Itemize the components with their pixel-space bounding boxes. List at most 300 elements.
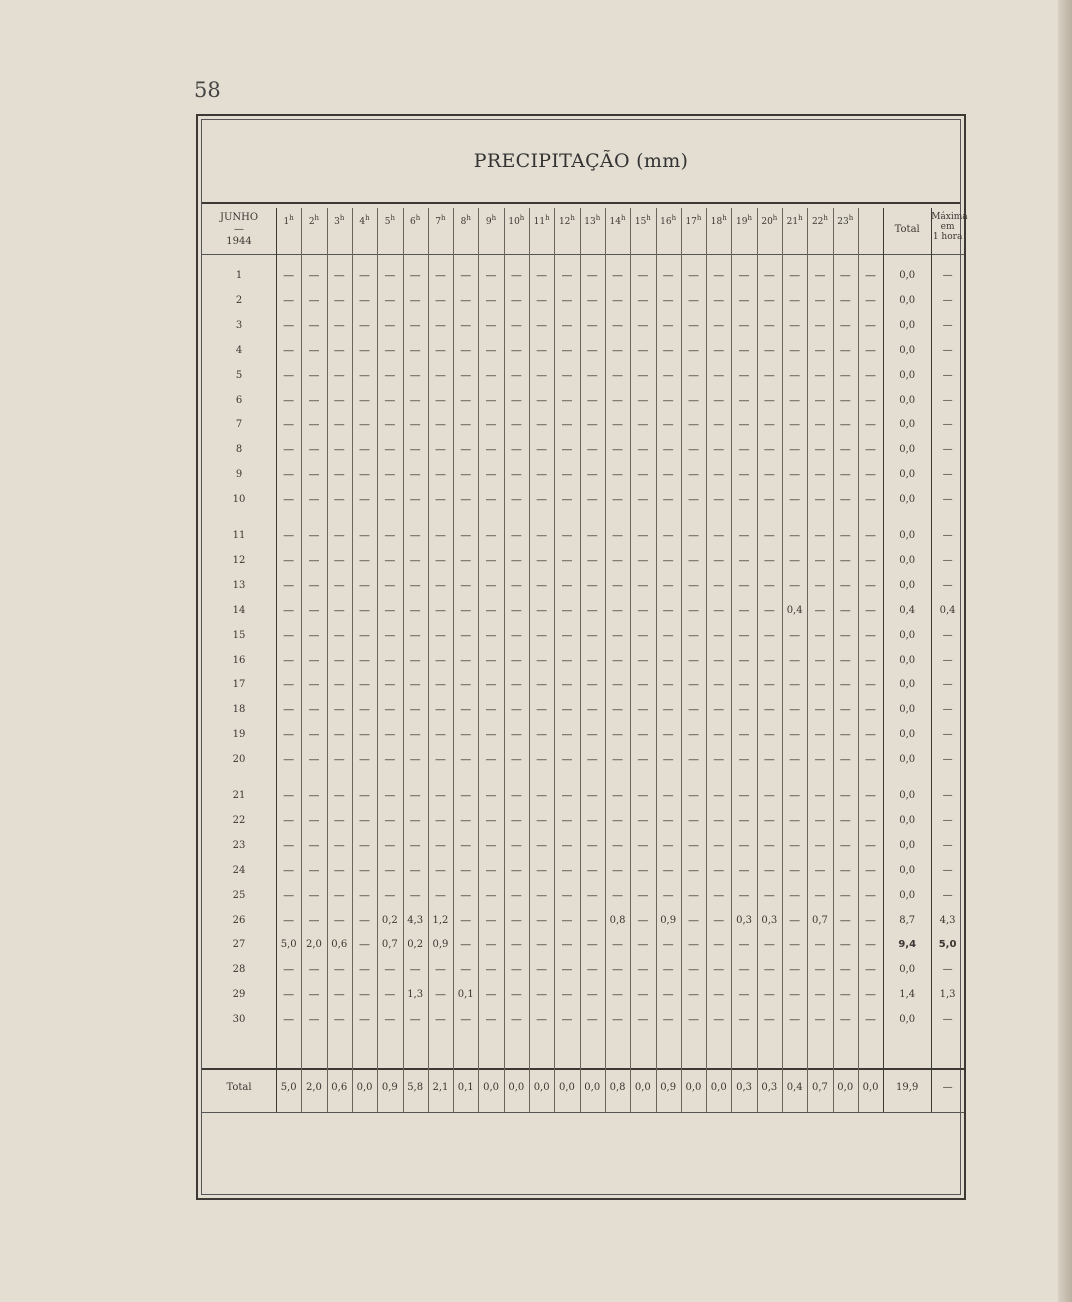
header-hour-number: 16 — [660, 217, 672, 227]
header-max-line3: 1 hora — [932, 232, 963, 242]
day-max: — — [942, 554, 953, 566]
hour-cell: — — [662, 393, 674, 407]
hour-cell: — — [409, 368, 421, 382]
hour-cell: — — [637, 963, 649, 977]
hour-cell: — — [460, 293, 472, 307]
hour-cell: — — [865, 753, 877, 767]
hour-cell: — — [359, 753, 371, 767]
hour-cell: — — [485, 368, 497, 382]
totals-rule-bottom — [202, 1112, 964, 1113]
hour-cell: — — [612, 393, 624, 407]
header-hour-number: 8 — [460, 217, 467, 227]
hour-cell: — — [460, 789, 472, 802]
hour-cell: — — [713, 988, 725, 1002]
hour-cell: — — [485, 728, 497, 742]
totals-rule-top — [202, 1068, 964, 1070]
header-total: Total — [894, 224, 920, 235]
column-divider — [529, 208, 530, 1112]
totals-hour-cell: 0,0 — [837, 1082, 854, 1093]
day-label: 11 — [232, 530, 246, 541]
hour-cell: 5,0 — [280, 939, 297, 951]
day-total: 0,0 — [899, 889, 916, 901]
hour-cell: — — [434, 653, 446, 667]
hour-cell: — — [485, 553, 497, 567]
hour-cell: — — [510, 728, 522, 742]
hour-cell: 0,6 — [331, 939, 348, 951]
hour-cell: — — [814, 493, 826, 507]
day-max: — — [942, 1014, 953, 1026]
hour-cell: — — [763, 988, 775, 1002]
hour-cell: — — [434, 703, 446, 717]
day-max: — — [942, 344, 953, 356]
column-divider — [428, 208, 429, 1112]
hour-cell: — — [510, 678, 522, 692]
day-total: 0,0 — [899, 270, 916, 281]
hour-cell: — — [789, 343, 801, 357]
totals-hour-cell: 0,3 — [761, 1082, 778, 1093]
hour-cell: — — [359, 493, 371, 507]
hour-cell: — — [561, 293, 573, 307]
header-hour-unit: h — [289, 214, 294, 222]
hour-cell: — — [460, 603, 472, 617]
hour-cell: — — [662, 578, 674, 592]
hour-cell: — — [283, 529, 295, 542]
hour-cell: — — [612, 603, 624, 617]
hour-cell: — — [839, 988, 851, 1002]
hour-cell: — — [359, 988, 371, 1002]
hour-cell: — — [561, 318, 573, 332]
hour-cell: — — [485, 913, 497, 927]
totals-hour-cell: 0,7 — [811, 1082, 828, 1093]
day-max: 4,3 — [939, 914, 956, 926]
hour-cell: — — [763, 443, 775, 457]
hour-cell: — — [738, 443, 750, 457]
hour-cell: — — [586, 343, 598, 357]
hour-cell: — — [586, 603, 598, 617]
header-hour-unit: h — [365, 214, 370, 222]
table-row — [202, 884, 964, 908]
hour-cell: — — [612, 1013, 624, 1027]
totals-hour-cell: 0,0 — [634, 1082, 651, 1093]
header-hour-number: 4 — [359, 217, 366, 227]
column-divider — [327, 208, 328, 1112]
hour-cell: — — [561, 343, 573, 357]
hour-cell: — — [865, 913, 877, 927]
hour-cell: — — [586, 838, 598, 852]
totals-hour-cell: 0,8 — [609, 1082, 626, 1093]
table-row — [202, 574, 964, 598]
table-row — [202, 1008, 964, 1032]
totals-label: Total — [226, 1082, 252, 1093]
hour-cell: 0,3 — [736, 914, 752, 926]
hour-cell: — — [713, 963, 725, 977]
hour-cell: — — [713, 938, 725, 952]
hour-cell: — — [434, 1013, 446, 1027]
hour-cell: — — [409, 813, 421, 827]
hour-cell: — — [662, 888, 674, 902]
hour-cell: — — [460, 628, 472, 642]
hour-cell: — — [434, 293, 446, 307]
header-hour-unit: h — [466, 214, 471, 222]
hour-cell: — — [738, 343, 750, 357]
hour-cell: — — [713, 578, 725, 592]
hour-cell: — — [865, 703, 877, 717]
hour-cell: — — [485, 678, 497, 692]
column-divider — [833, 208, 834, 1112]
totals-hour-cell: 0,0 — [356, 1082, 373, 1093]
hour-cell: — — [637, 529, 649, 542]
hour-cell: 0,9 — [660, 914, 677, 926]
hour-cell: — — [510, 988, 522, 1002]
day-total: 0,0 — [899, 704, 916, 716]
table-row — [202, 599, 964, 623]
hour-cell: — — [839, 368, 851, 382]
hour-cell: — — [333, 343, 345, 357]
hour-cell: — — [485, 838, 497, 852]
hour-cell: — — [409, 963, 421, 977]
hour-cell: — — [839, 628, 851, 642]
header-hour-number: 11 — [533, 217, 546, 227]
day-total: 1,4 — [899, 989, 916, 1001]
table-frame-inner — [201, 119, 968, 1195]
hour-cell: — — [738, 963, 750, 977]
hour-cell: — — [612, 888, 624, 902]
totals-hour-cell: 2,0 — [305, 1082, 322, 1093]
totals-hour-cell: 0,4 — [786, 1082, 803, 1093]
hour-cell: — — [865, 318, 877, 332]
hour-cell: — — [536, 603, 548, 617]
column-divider — [858, 208, 859, 1112]
hour-cell: — — [308, 703, 320, 717]
hour-cell: — — [359, 418, 371, 432]
hour-cell: — — [839, 1013, 851, 1027]
hour-cell: — — [510, 1013, 522, 1027]
column-divider — [276, 208, 277, 1112]
hour-cell: — — [586, 368, 598, 382]
totals-hour-cell: 0,6 — [331, 1082, 348, 1093]
hour-cell: — — [586, 813, 598, 827]
header-month-cell — [202, 212, 276, 258]
column-divider — [807, 208, 808, 1112]
hour-cell: — — [687, 678, 699, 692]
header-rule — [202, 254, 964, 255]
hour-cell: — — [763, 529, 775, 542]
hour-cell: — — [359, 913, 371, 927]
hour-cell: — — [434, 269, 446, 282]
hour-cell: — — [536, 293, 548, 307]
hour-cell: — — [763, 703, 775, 717]
hour-cell: — — [384, 603, 396, 617]
hour-cell: — — [510, 269, 522, 282]
hour-cell: 0,2 — [381, 914, 398, 926]
day-label: 17 — [232, 679, 246, 691]
hour-cell: — — [283, 293, 295, 307]
hour-cell: — — [738, 789, 750, 802]
hour-cell: — — [789, 813, 801, 827]
hour-cell: — — [283, 343, 295, 357]
hour-cell: — — [434, 988, 446, 1002]
day-label: 24 — [232, 864, 246, 876]
hour-cell: — — [485, 493, 497, 507]
hour-cell: — — [308, 653, 320, 667]
hour-cell: — — [283, 493, 295, 507]
hour-cell: — — [308, 269, 320, 282]
hour-cell: — — [409, 393, 421, 407]
hour-cell: — — [460, 468, 472, 482]
hour-cell: — — [434, 578, 446, 592]
hour-cell: — — [687, 343, 699, 357]
hour-cell: — — [384, 678, 396, 692]
hour-cell: — — [687, 603, 699, 617]
hour-cell: — — [789, 789, 801, 802]
hour-cell: — — [738, 863, 750, 877]
hour-cell: — — [536, 863, 548, 877]
hour-cell: — — [485, 888, 497, 902]
table-row — [202, 289, 964, 313]
hour-cell: — — [434, 443, 446, 457]
hour-cell: — — [839, 678, 851, 692]
day-total: 0,0 — [899, 729, 916, 741]
totals-hour-cell: 0,0 — [483, 1082, 499, 1093]
day-total: 0,0 — [899, 530, 916, 541]
hour-cell: — — [586, 653, 598, 667]
hour-cell: — — [839, 753, 851, 767]
hour-cell: — — [359, 653, 371, 667]
hour-cell: — — [662, 728, 674, 742]
hour-cell: — — [359, 1013, 371, 1027]
day-total: 0,0 — [899, 369, 916, 381]
table-row — [202, 673, 964, 697]
hour-cell: — — [612, 318, 624, 332]
hour-cell: — — [434, 343, 446, 357]
hour-cell: — — [662, 988, 674, 1002]
hour-cell: — — [536, 988, 548, 1002]
hour-cell: — — [460, 728, 472, 742]
hour-cell: — — [637, 988, 649, 1002]
hour-cell: — — [612, 753, 624, 767]
hour-cell: — — [510, 603, 522, 617]
hour-cell: — — [637, 443, 649, 457]
day-max: — — [942, 270, 953, 281]
hour-cell: — — [460, 703, 472, 717]
hour-cell: — — [687, 888, 699, 902]
hour-cell: — — [333, 418, 345, 432]
hour-cell: — — [510, 789, 522, 802]
hour-cell: — — [409, 578, 421, 592]
day-total: 0,0 — [899, 1014, 916, 1026]
hour-cell: — — [359, 728, 371, 742]
hour-cell: — — [637, 678, 649, 692]
header-hour-unit: h — [646, 214, 651, 222]
hour-cell: — — [612, 789, 624, 802]
hour-cell: — — [865, 863, 877, 877]
header-hour-number: 18 — [710, 217, 723, 227]
hour-cell: — — [839, 393, 851, 407]
hour-cell: — — [662, 603, 674, 617]
hour-cell: — — [485, 443, 497, 457]
day-total: 0,0 — [899, 679, 916, 691]
hour-cell: — — [434, 838, 446, 852]
hour-cell: — — [839, 789, 851, 802]
hour-cell: — — [485, 318, 497, 332]
hour-cell: — — [359, 293, 371, 307]
hour-cell: — — [384, 553, 396, 567]
hour-cell: — — [713, 703, 725, 717]
hour-cell: — — [789, 753, 801, 767]
day-label: 30 — [232, 1014, 246, 1026]
hour-cell: — — [738, 1013, 750, 1027]
hour-cell: — — [637, 393, 649, 407]
hour-cell: — — [384, 443, 396, 457]
day-max: — — [942, 469, 953, 481]
hour-cell: — — [510, 553, 522, 567]
table-header — [202, 208, 968, 254]
hour-cell: — — [384, 393, 396, 407]
hour-cell: — — [561, 553, 573, 567]
hour-cell: — — [283, 963, 295, 977]
hour-cell: — — [814, 269, 826, 282]
totals-hour-cell: 0,1 — [457, 1082, 474, 1093]
hour-cell: — — [789, 963, 801, 977]
hour-cell: — — [384, 813, 396, 827]
hour-cell: — — [865, 728, 877, 742]
header-max-cell — [931, 212, 968, 258]
hour-cell: — — [333, 578, 345, 592]
hour-cell: — — [687, 529, 699, 542]
table-row — [202, 649, 964, 673]
hour-cell: — — [612, 813, 624, 827]
hour-cell: — — [738, 888, 750, 902]
hour-cell: — — [510, 529, 522, 542]
totals-max: — — [942, 1082, 953, 1093]
hour-cell: — — [561, 789, 573, 802]
hour-cell: — — [536, 468, 548, 482]
hour-cell: — — [308, 813, 320, 827]
hour-cell: — — [308, 863, 320, 877]
hour-cell: — — [738, 368, 750, 382]
hour-cell: — — [586, 269, 598, 282]
hour-cell: — — [612, 863, 624, 877]
day-label: 12 — [232, 554, 246, 566]
hour-cell: — — [612, 838, 624, 852]
page-number: 58 — [194, 78, 221, 102]
header-max-line1: Máxima — [931, 212, 968, 222]
hour-cell: — — [713, 628, 725, 642]
hour-cell: — — [662, 293, 674, 307]
day-label: 25 — [232, 889, 246, 901]
column-divider — [478, 208, 479, 1112]
hour-cell: — — [662, 653, 674, 667]
hour-cell: — — [333, 1013, 345, 1027]
hour-cell: — — [510, 888, 522, 902]
header-hour-number: 23 — [837, 217, 849, 227]
hour-cell: — — [460, 653, 472, 667]
hour-cell: — — [485, 468, 497, 482]
hour-cell: — — [283, 703, 295, 717]
hour-cell: — — [763, 293, 775, 307]
hour-cell: — — [485, 529, 497, 542]
hour-cell: — — [662, 789, 674, 802]
hour-cell: — — [283, 789, 295, 802]
hour-cell: — — [637, 863, 649, 877]
day-max: — — [942, 394, 953, 406]
day-max: — — [942, 579, 953, 591]
hour-cell: — — [637, 553, 649, 567]
hour-cell: — — [763, 628, 775, 642]
hour-cell: — — [536, 938, 548, 952]
header-month: JUNHO — [219, 212, 259, 223]
hour-cell: — — [662, 318, 674, 332]
hour-cell: — — [333, 603, 345, 617]
header-hour-number: 21 — [786, 217, 799, 227]
hour-cell: — — [586, 703, 598, 717]
hour-cell: 0,8 — [609, 914, 626, 926]
table-row — [202, 698, 964, 722]
header-hour-unit: h — [671, 214, 677, 222]
column-divider — [554, 208, 555, 1112]
hour-cell: — — [460, 368, 472, 382]
day-total: 0,0 — [899, 444, 916, 456]
hour-cell: — — [510, 963, 522, 977]
hour-cell: — — [409, 753, 421, 767]
hour-cell: — — [839, 838, 851, 852]
hour-cell: — — [359, 468, 371, 482]
hour-cell: — — [409, 443, 421, 457]
hour-cell: — — [662, 753, 674, 767]
hour-cell: — — [308, 913, 320, 927]
hour-cell: — — [536, 888, 548, 902]
totals-hour-cell: 0,0 — [558, 1082, 575, 1093]
header-hour-unit: h — [595, 214, 601, 222]
hour-cell: — — [865, 443, 877, 457]
hour-cell: — — [789, 628, 801, 642]
hour-cell: — — [763, 368, 775, 382]
day-label: 8 — [235, 444, 243, 456]
hour-cell: — — [763, 963, 775, 977]
hour-cell: — — [687, 653, 699, 667]
hour-cell: — — [763, 728, 775, 742]
hour-cell: — — [789, 578, 801, 592]
day-max: — — [942, 294, 953, 306]
header-hour-unit: h — [696, 214, 702, 222]
hour-cell: — — [789, 678, 801, 692]
day-max: — — [942, 754, 953, 766]
hour-cell: — — [637, 789, 649, 802]
hour-cell: — — [561, 813, 573, 827]
hour-cell: — — [763, 318, 775, 332]
hour-cell: — — [460, 318, 472, 332]
totals-total: 19,9 — [896, 1082, 919, 1093]
hour-cell: — — [662, 813, 674, 827]
column-divider — [453, 208, 454, 1112]
hour-cell: — — [536, 529, 548, 542]
hour-cell: — — [409, 468, 421, 482]
column-divider — [757, 208, 758, 1112]
hour-cell: — — [637, 603, 649, 617]
hour-cell: — — [687, 418, 699, 432]
hour-cell: — — [485, 628, 497, 642]
hour-cell: — — [460, 443, 472, 457]
header-hour-unit: h — [339, 214, 345, 222]
hour-cell: — — [308, 678, 320, 692]
hour-cell: — — [485, 603, 497, 617]
day-total: 0,0 — [899, 344, 916, 356]
hour-cell: — — [308, 393, 320, 407]
hour-cell: — — [713, 368, 725, 382]
hour-cell: — — [460, 888, 472, 902]
hour-cell: — — [637, 913, 649, 927]
hour-cell: — — [865, 553, 877, 567]
